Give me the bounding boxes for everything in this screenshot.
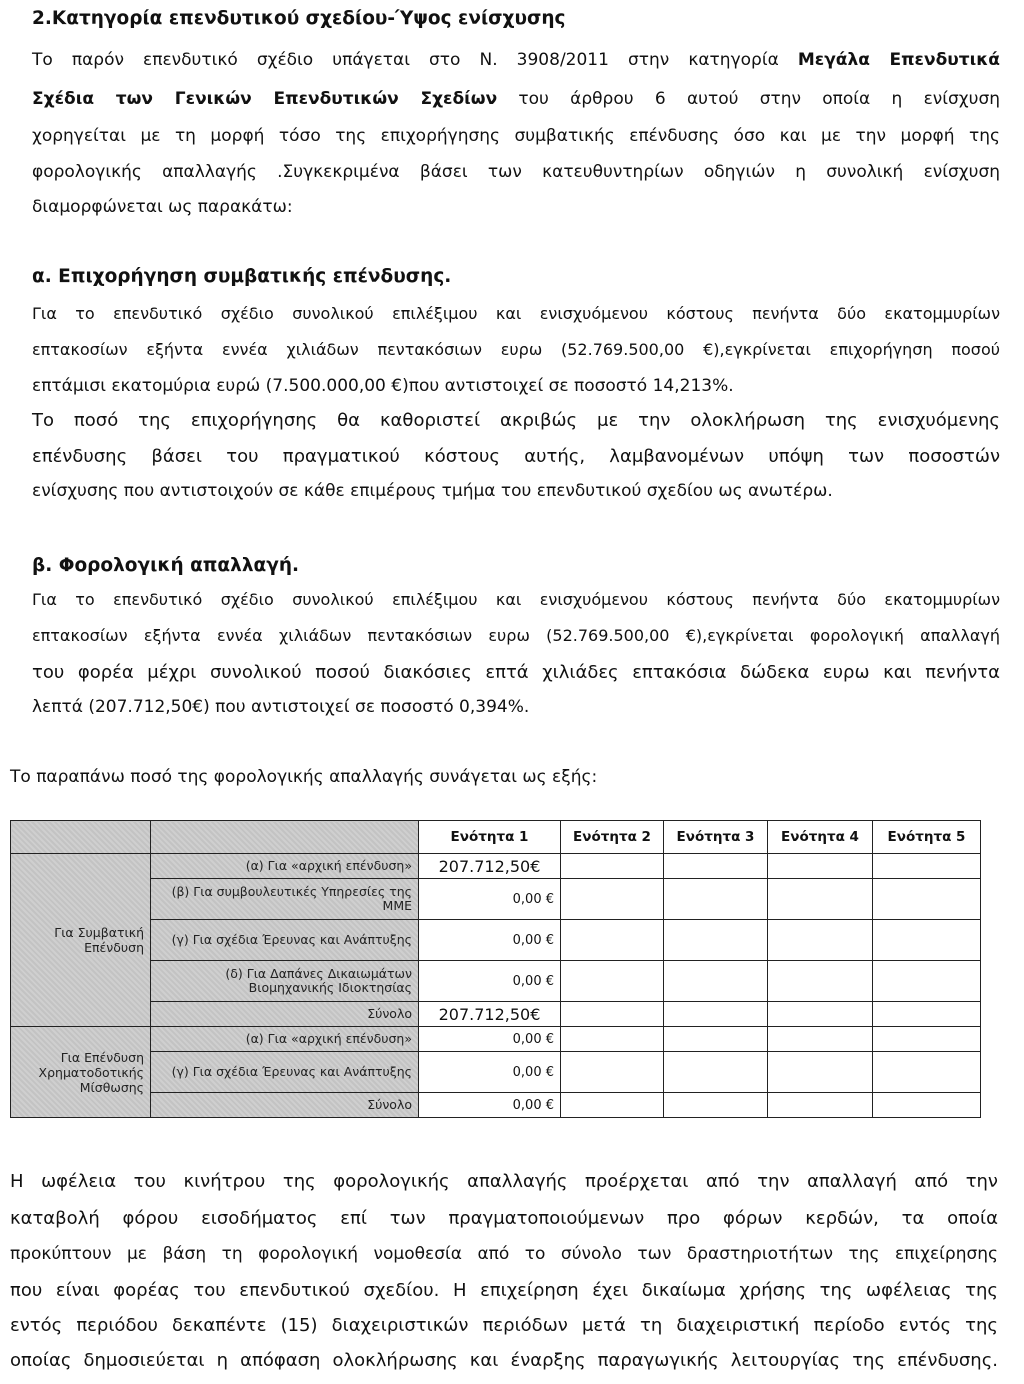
paragraph-line: εντός περιόδου δεκαπέντε (15) διαχειριστικών περιόδων μετά τη διαχειριστική περίοδο εντός της — [10, 1315, 998, 1336]
table-header-row — [11, 821, 981, 854]
empty-cell — [768, 1002, 873, 1027]
paragraph-line: επένδυσης βάσει του πραγματικού κόστους αυτής, λαμβανομένων υπόψη των ποσοστών — [32, 446, 1000, 467]
group-label: Για Συμβατική Επένδυση — [11, 854, 151, 1027]
bold-span: Μεγάλα Επενδυτικά — [797, 50, 1000, 70]
empty-cell — [664, 961, 768, 1002]
empty-cell — [768, 1052, 873, 1093]
paragraph-line: του φορέα μέχρι συνολικού ποσού διακόσιες επτά χιλιάδες επτακόσια δώδεκα ευρω και πενήντα — [32, 662, 1000, 683]
cell-value: 207.712,50€ — [419, 1002, 561, 1027]
empty-cell — [873, 920, 981, 961]
empty-cell — [561, 879, 664, 920]
column-header: Ενότητα 2 — [561, 821, 664, 854]
paragraph-line: Το ποσό της επιχορήγησης θα καθοριστεί ακριβώς με την ολοκλήρωση της ενισχυόμενης — [32, 410, 1000, 431]
row-label: Σύνολο — [151, 1093, 419, 1118]
empty-cell — [664, 1093, 768, 1118]
empty-cell — [561, 1052, 664, 1093]
empty-header-cell — [151, 821, 419, 854]
row-label: (α) Για «αρχική επένδυση» — [151, 854, 419, 879]
table-row — [11, 1002, 981, 1027]
empty-cell — [873, 1052, 981, 1093]
paragraph-line: διαμορφώνεται ως παρακάτω: — [32, 197, 293, 217]
section-2-heading: 2.Κατηγορία επενδυτικού σχεδίου-Ύψος ενίσχυσης — [32, 8, 566, 29]
section-a-heading: α. Επιχορήγηση συμβατικής επένδυσης. — [32, 266, 452, 287]
paragraph-line — [32, 50, 1000, 70]
group-label: Για Επένδυση Χρηματοδοτικής Μίσθωσης — [11, 1027, 151, 1118]
table-intro: Το παραπάνω ποσό της φορολογικής απαλλαγής συνάγεται ως εξής: — [10, 767, 598, 787]
paragraph-line: Για το επενδυτικό σχέδιο συνολικού επιλέξιμου και ενισχυόμενου κόστους πενήντα δύο εκατομμυρίων — [32, 590, 1000, 609]
row-label: (γ) Για σχέδια Έρευνας και Ανάπτυξης — [151, 920, 419, 961]
cell-value: 0,00 € — [419, 1093, 561, 1118]
cell-value: 0,00 € — [419, 1052, 561, 1093]
empty-cell — [561, 854, 664, 879]
table-row — [11, 920, 981, 961]
table-row — [11, 1052, 981, 1093]
empty-cell — [768, 961, 873, 1002]
empty-cell — [768, 920, 873, 961]
paragraph-line: καταβολή φόρου εισοδήματος επί των πραγματοποιούμενων προ φόρων κερδών, τα οποία — [10, 1208, 998, 1229]
empty-header-cell — [11, 821, 151, 854]
paragraph-line: επτακοσίων εξήντα εννέα χιλιάδων πεντακόσιων ευρω (52.769.500,00 €),εγκρίνεται φορολογική απαλλαγή — [32, 626, 1000, 645]
empty-cell — [768, 879, 873, 920]
text-span: Το παρόν επενδυτικό σχέδιο υπάγεται στο Ν. 3908/2011 στην κατηγορία — [32, 50, 798, 70]
empty-cell — [664, 920, 768, 961]
paragraph-line: επτάμισι εκατομύρια ευρώ (7.500.000,00 €)που αντιστοιχεί σε ποσοστό 14,213%. — [32, 376, 734, 396]
empty-cell — [768, 854, 873, 879]
table-row — [11, 1093, 981, 1118]
text-span: του άρθρου 6 αυτού στην οποία η ενίσχυση — [497, 89, 1000, 109]
empty-cell — [664, 879, 768, 920]
paragraph-line: που είναι φορέας του επενδυτικού σχεδίου. Η επιχείρηση έχει δικαίωμα χρήσης της ωφέλειας της — [10, 1280, 998, 1301]
table-row — [11, 854, 981, 879]
empty-cell — [561, 1027, 664, 1052]
paragraph-line: χορηγείται με τη μορφή τόσο της επιχορήγησης συμβατικής επένδυσης όσο και με την μορφή της — [32, 126, 1000, 146]
row-label: Σύνολο — [151, 1002, 419, 1027]
table-row — [11, 1027, 981, 1052]
cell-value: 0,00 € — [419, 1027, 561, 1052]
column-header: Ενότητα 1 — [419, 821, 561, 854]
paragraph-line: επτακοσίων εξήντα εννέα χιλιάδων πεντακόσιων ευρω (52.769.500,00 €),εγκρίνεται επιχορήγηση ποσού — [32, 340, 1000, 359]
empty-cell — [664, 1052, 768, 1093]
empty-cell — [664, 1002, 768, 1027]
cell-value: 0,00 € — [419, 879, 561, 920]
empty-cell — [561, 961, 664, 1002]
table-row — [11, 961, 981, 1002]
empty-cell — [768, 1093, 873, 1118]
table-row — [11, 879, 981, 920]
section-b-heading: β. Φορολογική απαλλαγή. — [32, 555, 300, 576]
empty-cell — [873, 961, 981, 1002]
empty-cell — [873, 1093, 981, 1118]
paragraph-line: Για το επενδυτικό σχέδιο συνολικού επιλέξιμου και ενισχυόμενου κόστους πενήντα δύο εκατομμυρίων — [32, 304, 1000, 323]
empty-cell — [561, 1002, 664, 1027]
empty-cell — [873, 854, 981, 879]
cell-value: 0,00 € — [419, 961, 561, 1002]
empty-cell — [873, 1002, 981, 1027]
row-label: (γ) Για σχέδια Έρευνας και Ανάπτυξης — [151, 1052, 419, 1093]
empty-cell — [768, 1027, 873, 1052]
row-label: (α) Για «αρχική επένδυση» — [151, 1027, 419, 1052]
paragraph-line: ενίσχυσης που αντιστοιχούν σε κάθε επιμέρους τμήμα του επενδυτικού σχεδίου ως ανωτέρω. — [32, 481, 833, 501]
empty-cell — [873, 1027, 981, 1052]
row-label: (δ) Για Δαπάνες Δικαιωμάτων Βιομηχανικής Ιδιοκτησίας — [151, 961, 419, 1002]
paragraph-line — [32, 89, 1000, 109]
cell-value: 0,00 € — [419, 920, 561, 961]
bold-span: Σχέδια των Γενικών Επενδυτικών Σχεδίων — [32, 89, 498, 109]
empty-cell — [561, 920, 664, 961]
empty-cell — [664, 1027, 768, 1052]
empty-cell — [561, 1093, 664, 1118]
tax-exemption-table — [10, 820, 981, 1118]
paragraph-line: λεπτά (207.712,50€) που αντιστοιχεί σε ποσοστό 0,394%. — [32, 697, 530, 717]
cell-value: 207.712,50€ — [419, 854, 561, 879]
paragraph-line: Η ωφέλεια του κινήτρου της φορολογικής απαλλαγής προέρχεται από την απαλλαγή από την — [10, 1171, 998, 1192]
column-header: Ενότητα 5 — [873, 821, 981, 854]
row-label: (β) Για συμβουλευτικές Υπηρεσίες της ΜΜΕ — [151, 879, 419, 920]
column-header: Ενότητα 4 — [768, 821, 873, 854]
column-header: Ενότητα 3 — [664, 821, 768, 854]
empty-cell — [873, 879, 981, 920]
paragraph-line: προκύπτουν με βάση τη φορολογική νομοθεσία από το σύνολο των δραστηριοτήτων της επιχείρησης — [10, 1244, 998, 1264]
empty-cell — [664, 854, 768, 879]
paragraph-line: φορολογικής απαλλαγής .Συγκεκριμένα βάσει των κατευθυντηρίων οδηγιών η συνολική ενίσχυση — [32, 162, 1000, 182]
paragraph-line: οποίας δημοσιεύεται η απόφαση ολοκλήρωσης και έναρξης παραγωγικής λειτουργίας της επένδυσης. — [10, 1350, 998, 1371]
